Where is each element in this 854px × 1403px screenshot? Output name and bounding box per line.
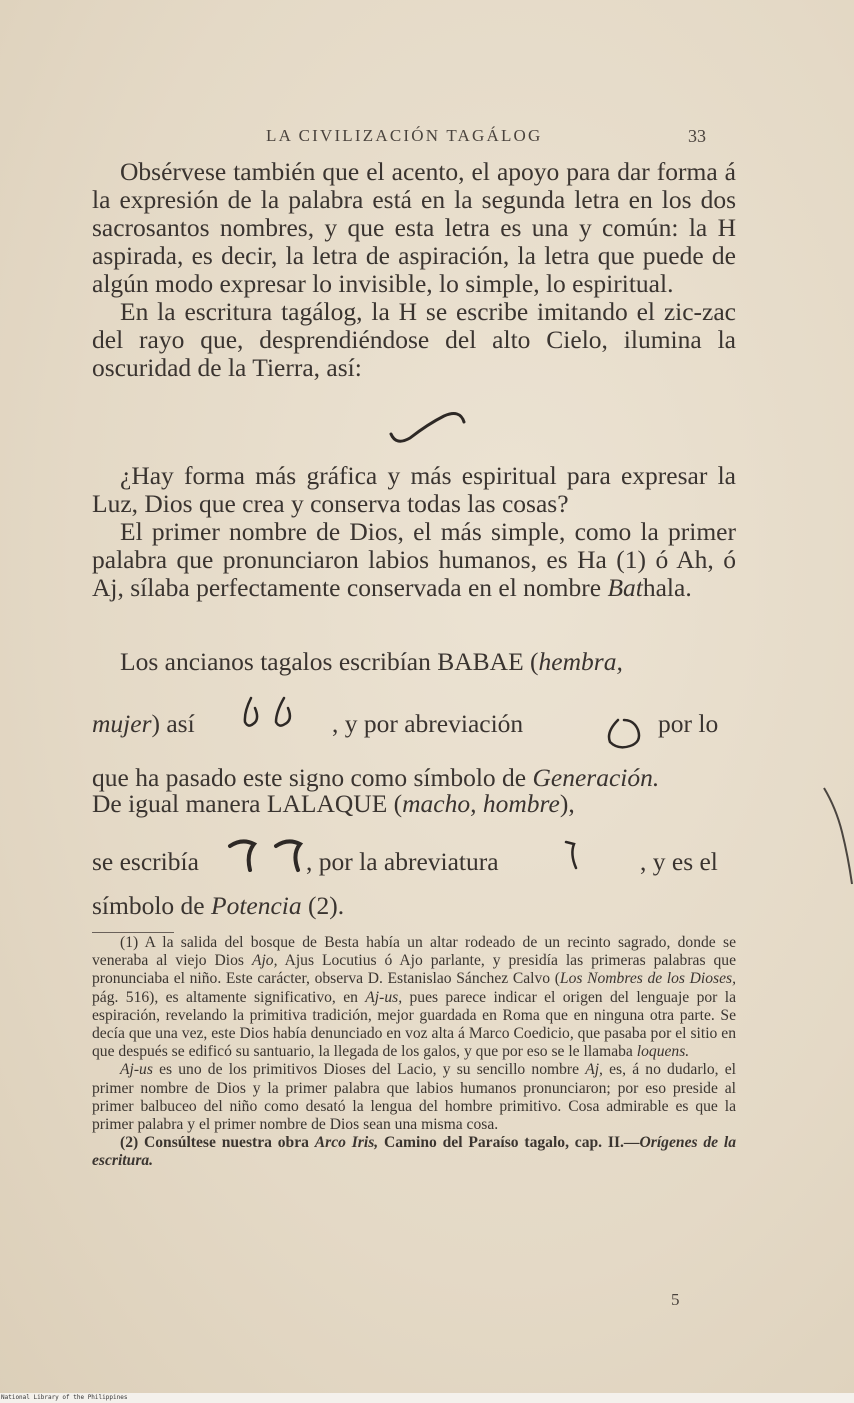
babae-line-1 (92, 642, 736, 682)
paragraph-1: Obsérvese también que el acento, el apoyo para dar forma á la expresión de la palabra está en la segunda letra en los dos sacrosantos nombres, y que esta letra es una y común: la H aspirada, es decir, la letra de aspiración, la letra que puede de algún modo expresar lo invisible, lo simple, lo espiritual. (92, 157, 736, 298)
simbolo-de: símbolo de (92, 891, 211, 920)
footnote-1-paragraph-1: (1) A la salida del bosque de Besta había un altar rodeado de un recinto sagrado, donde se veneraba al viejo Dios Ajo, Ajus Locutius ó Ajo parlante, y presidía las primeras palabras que pronunciaba el niño. Este carácter, observa D. Estanislao Sánchez Calvo (Los Nombres de los Dioses, pág. 516), es altamente significativo, en Aj-us, pues parece indicar el origen del lenguaje por la espiración, revelando la primitiva tradición, mejor guardada en Roma que en ninguna otra parte. Se decía que una vez, este Dios había denunciado en voz alta á Marco Coedicio, que pasaba por el sitio en que después se edificó su santuario, la llegada de los galos, y que por eso se le llamaba loquens. (92, 934, 736, 1061)
body-text-middle (92, 462, 736, 602)
babae-line1-text: Los ancianos tagalos escribían BABAE ( (120, 647, 539, 676)
lalaque-a: De igual manera LALAQUE ( (92, 789, 403, 818)
signature-mark: 5 (671, 1290, 680, 1309)
footnote-2: (2) Consúltese nuestra obra Arco Iris, Camino del Paraíso tagalo, cap. II.—Orígenes de la escritura. (92, 1134, 737, 1170)
bathala-em: Bat (607, 573, 643, 602)
footnotes (92, 934, 736, 1171)
babae-abbreviation-glyph (604, 716, 646, 752)
lalaque-line (92, 784, 736, 824)
page-number: 33 (688, 126, 706, 146)
footnote-rule (92, 932, 174, 933)
lalaque-abbreviation-glyph (560, 836, 588, 876)
potencia-em: Potencia (211, 891, 302, 920)
por-la-abreviatura: , por la abreviatura (306, 847, 499, 876)
bathala-suffix: hala. (642, 573, 692, 602)
footnote-ref-2: (2). (301, 891, 345, 920)
paragraph-4 (92, 518, 736, 602)
babae-line2-c: por lo (658, 709, 719, 738)
se-escribia: se escribía (92, 847, 199, 876)
generacion-em: Generación. (532, 763, 660, 792)
running-head-title: LA CIVILIZACIÓN TAGÁLOG (266, 126, 543, 145)
potencia-line (92, 886, 736, 926)
babae-glyph (240, 694, 300, 734)
footnote-1-paragraph-2: Aj-us es uno de los primitivos Dioses del Lacio, y su sencillo nombre Aj, es, á no dudarlo, el primer nombre de Dios y la primer palabra que labios humanos pronunciaron; por eso preside al primer balbuceo del niño como desató la lengua del hombre primitivo. Cosa admirable es que la primer palabra y el primer nombre de Dios sean una misma cosa. (92, 1061, 736, 1134)
body-text-top (92, 158, 736, 382)
paragraph-2: En la escritura tagálog, la H se escribe imitando el zic-zac del rayo que, desprendiéndose del alto Cielo, ilumina la oscuridad de la Tierra, así: (92, 297, 736, 382)
macho-em: macho, hombre (402, 789, 560, 818)
lalaque-glyph-line (92, 842, 736, 882)
lalaque-b: ), (559, 789, 575, 818)
footer-credit: National Library of the Philippines (1, 1394, 128, 1401)
mujer-em: mujer (92, 709, 152, 738)
generacion-text: que ha pasado este signo como símbolo de (92, 763, 533, 792)
tagalog-h-glyph (388, 410, 468, 450)
lalaque-glyph (226, 836, 318, 876)
running-head (0, 126, 854, 150)
babae-line2-b: , y por abreviación (332, 709, 524, 738)
babae-line2-a: ) así (151, 709, 195, 738)
y-es-el: , y es el (640, 847, 718, 876)
paragraph-4-text: El primer nombre de Dios, el más simple, como la primer palabra que pronunciaron labios humanos, es Ha (1) ó Ah, ó Aj, sílaba perfectamente conservada en el nombre (92, 517, 736, 602)
page-edge-mark (820, 780, 854, 890)
paragraph-3: ¿Hay forma más gráfica y más espiritual para expresar la Luz, Dios que crea y conserva todas las cosas? (92, 461, 736, 518)
footer-bar (0, 1393, 854, 1403)
hembra-em: hembra, (538, 647, 623, 676)
